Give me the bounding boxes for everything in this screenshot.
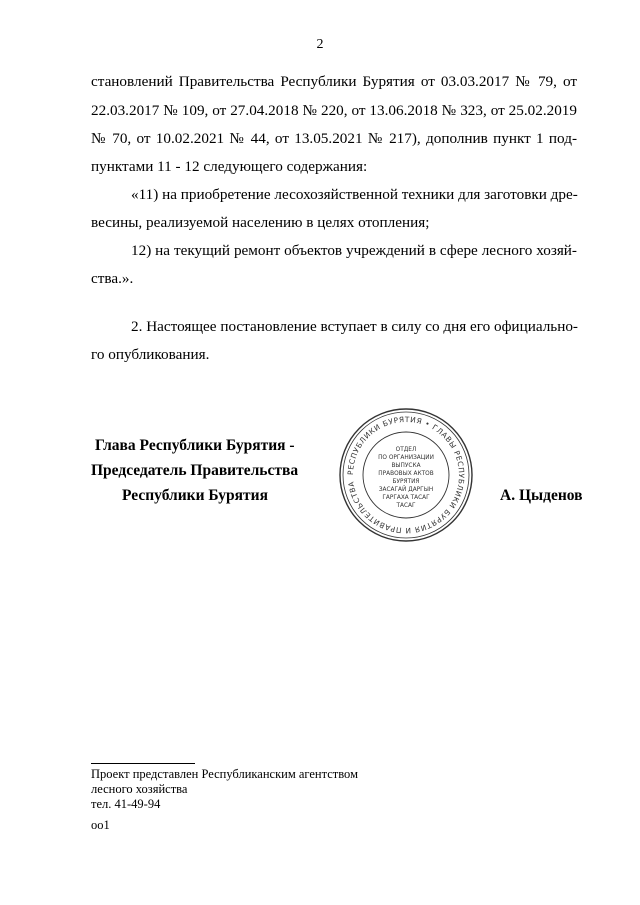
seal-center-line-6: ЗАСАГАЙ ДАРГЫН (378, 487, 434, 493)
seal-center-line-2: ПО ОРГАНИЗАЦИИ (378, 455, 434, 461)
seal-center-line-4: ПРАВОВЫХ АКТОВ (378, 471, 434, 477)
body-line-2: 22.03.2017 № 109, от 27.04.2018 № 220, от 13.06.2018 № 323, от 25.02.2019 (91, 102, 577, 119)
body-line-5: «11) на приобретение лесохозяйственной техники для заготовки дре- (131, 186, 578, 203)
body-line-4: пунктами 11 - 12 следующего содержания: (91, 158, 368, 175)
footer-line-3: тел. 41-49-94 (91, 797, 161, 811)
footer-line-2: лесного хозяйства (91, 782, 188, 796)
body-line-3: № 70, от 10.02.2021 № 44, от 13.05.2021 № 217), дополнив пункт 1 под- (91, 130, 577, 147)
seal-center-line-5: БУРЯТИЯ (392, 479, 420, 485)
body-line-6: весины, реализуемой населению в целях отопления; (91, 214, 430, 231)
footer-line-1: Проект представлен Республиканским агентством (91, 767, 358, 781)
seal-center-line-8: ТАСАГ (396, 503, 416, 509)
seal-ring-text: РЕСПУБЛИКИ БУРЯТИЯ • ГЛАВЫ РЕСПУБЛИКИ БУРЯТИЯ И ПРАВИТЕЛЬСТВА (345, 414, 467, 536)
body-line-8: ства.». (91, 270, 134, 287)
seal-center-line-7: ГАРГАХА ТАСАГ (382, 495, 430, 501)
signature-title-line-3: Республики Бурятия (122, 487, 268, 504)
seal-center-line-1: ОТДЕЛ (395, 447, 417, 453)
body-line-1: становлений Правительства Республики Бурятия от 03.03.2017 № 79, от (91, 73, 577, 90)
signature-title-line-1: Глава Республики Бурятия - (95, 437, 295, 454)
body-line-7: 12) на текущий ремонт объектов учреждений в сфере лесного хозяй- (131, 242, 577, 259)
page-number: 2 (316, 37, 324, 52)
footer-divider (91, 763, 195, 764)
body-line-10: го опубликования. (91, 346, 210, 363)
body-line-9: 2. Настоящее постановление вступает в силу со дня его официально- (131, 318, 578, 335)
signatory-name: А. Цыденов (500, 487, 583, 504)
seal-center-line-3: ВЫПУСКА (391, 463, 421, 469)
footer-code: оо1 (91, 818, 110, 832)
signature-title-line-2: Председатель Правительства (91, 462, 299, 479)
official-seal (338, 407, 474, 543)
